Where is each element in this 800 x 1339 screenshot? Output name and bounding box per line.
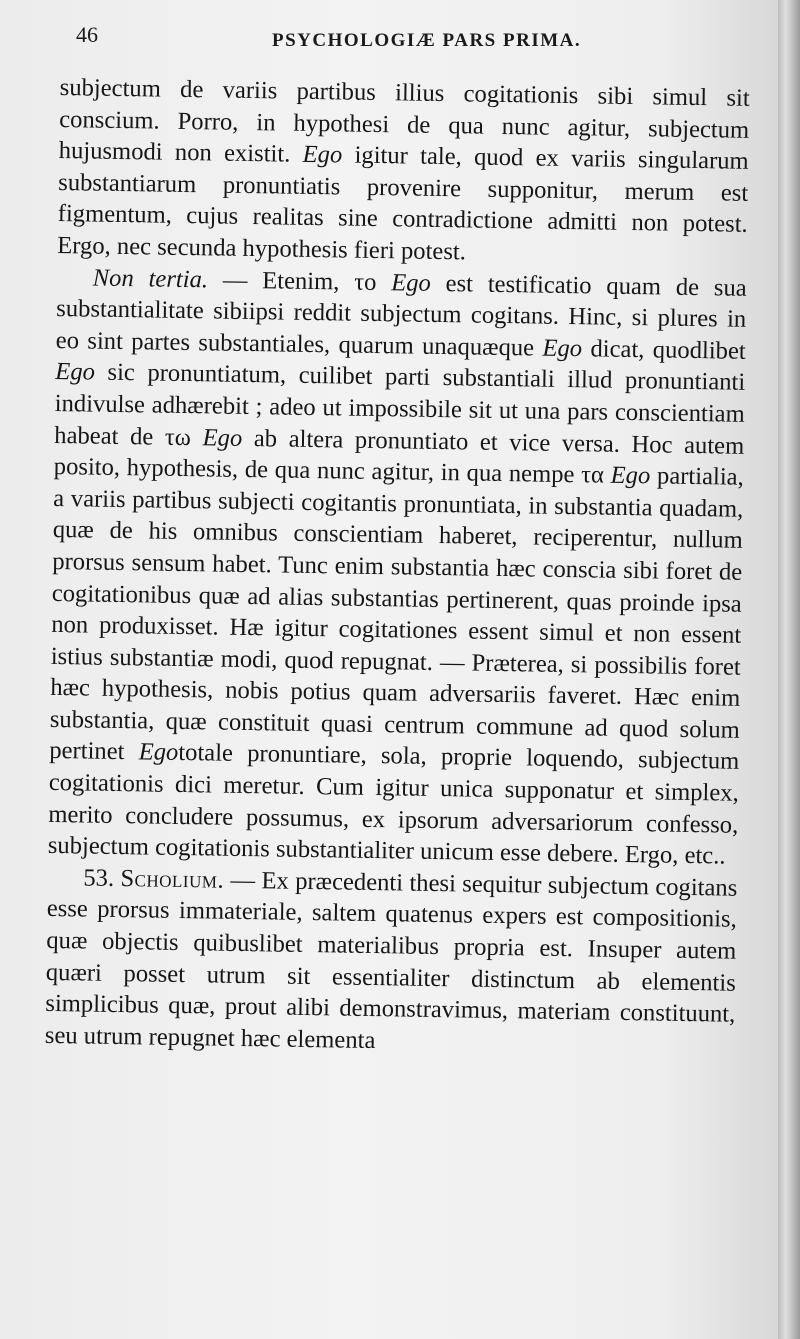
page-number: 46: [76, 22, 98, 47]
running-head: [76, 22, 756, 58]
running-title: PSYCHOLOGIÆ PARS PRIMA.: [272, 30, 582, 51]
ego-term: Ego: [55, 358, 96, 386]
section-number: 53.: [83, 864, 115, 892]
ego-term: Ego: [138, 738, 179, 767]
paragraph-continuation: subjectum de variis partibus illius cogitationis sibi simul sit conscium. Porro, in hypothesi de qua nunc agitur, subjectum hujusmodi non existit. Ego igitur tale, quod ex variis singularum substantiarum pronuntiatis provenire supponitur, merum est figmentum, cujus realitas sine contradictione admitti non potest. Ergo, nec secunda hypothesis fieri potest.: [57, 73, 750, 266]
ego-term: Ego: [302, 141, 343, 169]
paragraph-scholium: 53. Scholium. — Ex præcedenti thesi sequitur subjectum cogitans esse prorsus immateriale, saltem quatenus expers est compositionis, quæ objectis quibuslibet materialibus propria est. Insuper autem quæri posset utrum sit essentialiter distinctum ab elementis simplicibus quæ, prout alibi demonstravimus, materiam constituunt, seu utrum repugnet hæc elementa: [44, 864, 738, 1054]
page-edge: [778, 0, 800, 1339]
ego-term: Ego: [610, 461, 651, 490]
paragraph-non-tertia: Non tertia. — Etenim, το Ego est testificatio quam de sua substantialitate sibiipsi reddit subjectum cogitans. Hinc, si plures in eo sint partes substantiales, quarum unaquæque Ego dicat, quodlibet Ego sic pronuntiatum, cuilibet parti substantiali illud pronuntianti indivulse adhærebit ; adeo ut impossibile sit ut una pars conscientiam habeat de τω Ego ab altera pronuntiato et vice versa. Hoc autem posito, hypothesis, de qua nunc agitur, in qua nempe τα Ego partialia, a variis partibus subjecti cogitantis pronuntiata, in substantia quadam, quæ de his omnibus conscientiam haberet, reciperentur, nullum prorsus sensum habet. Tunc enim substantia hæc conscia sibi foret de cogitationibus quæ ad alias substantias pertinerent, quas proinde ipsa non produxisset. Hæ igitur cogitationes essent simul et non essent istius substantiæ modi, quod repugnat. — Præterea, si possibilis foret hæc hypothesis, nobis potius quam adversariis faveret. Hæc enim substantia, quæ constituit quasi centrum commune ad quod solum pertinet Egototale pronuntiare, sola, proprie loquendo, subjectum cogitationis dici meretur. Cum igitur unica supponatur et simplex, merito concludere possumus, ex ipsorum adversariorum confesso, subjectum cogitationis substantialiter unicum esse debere. Ergo, etc..: [47, 264, 747, 870]
section-title: Scholium.: [120, 864, 225, 894]
ego-term: Ego: [202, 423, 243, 452]
ego-term: Ego: [391, 268, 432, 297]
body-text: [45, 72, 750, 1062]
paragraph-lead: Non tertia.: [92, 264, 209, 293]
ego-term: Ego: [542, 334, 583, 362]
